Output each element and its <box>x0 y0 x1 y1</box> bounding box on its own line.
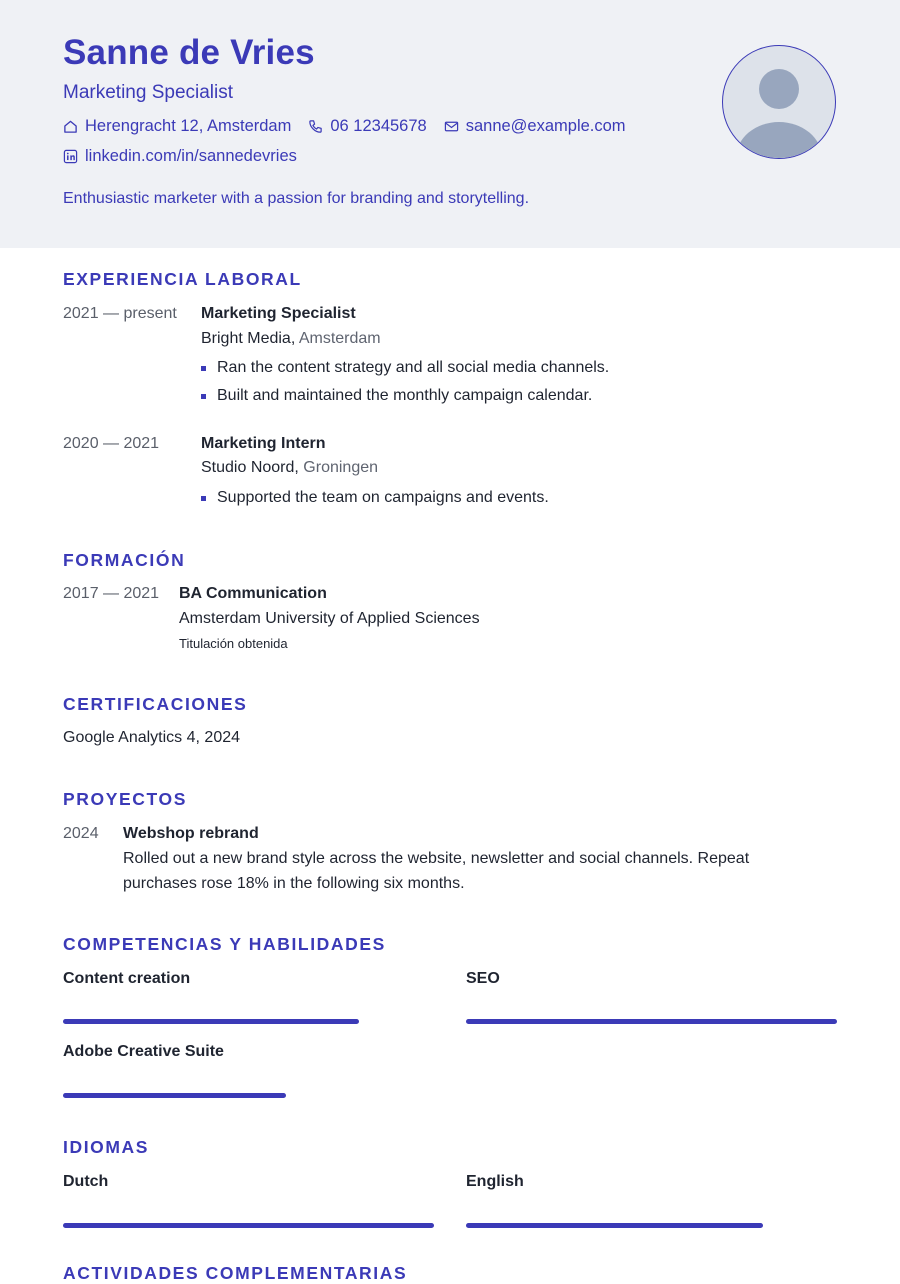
candidate-name: Sanne de Vries <box>63 33 315 72</box>
section-title-languages: IDIOMAS <box>63 1137 150 1157</box>
section-title-certifications: CERTIFICACIONES <box>63 694 248 714</box>
language-name: English <box>466 1173 524 1190</box>
linkedin-icon <box>63 149 78 164</box>
phone-text: 06 12345678 <box>330 117 427 135</box>
language-name: Dutch <box>63 1173 109 1190</box>
skill-name: SEO <box>466 970 500 987</box>
mail-icon <box>444 119 459 134</box>
project-name: Webshop rebrand <box>123 825 259 842</box>
experience-dates: 2021 — present <box>63 305 177 322</box>
address-text: Herengracht 12, Amsterdam <box>85 117 292 135</box>
experience-company: Bright Media, <box>201 330 296 347</box>
education-note: Titulación obtenida <box>179 636 288 651</box>
experience-bullet: Built and maintained the monthly campaign calendar. <box>201 387 592 405</box>
section-title-experience: EXPERIENCIA LABORAL <box>63 269 302 289</box>
phone-item[interactable] <box>308 117 426 136</box>
section-title-education: FORMACIÓN <box>63 550 186 570</box>
skill-level-bar <box>63 1093 434 1098</box>
education-dates: 2017 — 2021 <box>63 585 160 602</box>
section-title-activities: ACTIVIDADES COMPLEMENTARIAS <box>63 1263 408 1283</box>
experience-position: Marketing Specialist <box>201 305 356 322</box>
language-level-fill <box>63 1223 434 1228</box>
email-item[interactable] <box>444 117 626 136</box>
skill-name: Content creation <box>63 970 191 987</box>
education-school: Amsterdam University of Applied Sciences <box>179 610 480 627</box>
experience-company-line <box>201 459 378 477</box>
skill-level-fill <box>63 1093 286 1098</box>
experience-company: Studio Noord, <box>201 459 299 476</box>
experience-position: Marketing Intern <box>201 435 326 452</box>
section-title-skills: COMPETENCIAS Y HABILIDADES <box>63 934 386 954</box>
home-icon <box>63 119 78 134</box>
language-level-bar <box>466 1223 837 1228</box>
phone-icon <box>308 119 323 134</box>
resume-header <box>0 0 900 248</box>
experience-company-line <box>201 330 381 348</box>
contact-row <box>63 117 643 136</box>
language-level-bar <box>63 1223 434 1228</box>
skill-level-fill <box>466 1019 837 1024</box>
linkedin-item[interactable] <box>63 147 297 166</box>
skill-level-bar <box>466 1019 837 1024</box>
language-level-fill <box>466 1223 763 1228</box>
experience-bullet: Ran the content strategy and all social media channels. <box>201 359 609 377</box>
address-item <box>63 117 291 136</box>
experience-location: Amsterdam <box>298 330 381 347</box>
education-degree: BA Communication <box>179 585 327 602</box>
skill-level-fill <box>63 1019 359 1024</box>
experience-bullet: Supported the team on campaigns and events. <box>201 489 549 507</box>
experience-location: Groningen <box>303 459 379 476</box>
email-text: sanne@example.com <box>465 117 626 135</box>
linkedin-text: linkedin.com/in/sannedevries <box>85 147 297 165</box>
avatar <box>722 45 836 159</box>
project-year: 2024 <box>63 825 99 842</box>
profile-summary: Enthusiastic marketer with a passion for branding and storytelling. <box>63 190 530 207</box>
project-description: Rolled out a new brand style across the website, newsletter and social channels. Repeat purchases rose 18% in the following six months. <box>123 850 750 892</box>
skill-name: Adobe Creative Suite <box>63 1043 224 1060</box>
section-title-projects: PROYECTOS <box>63 789 187 809</box>
certification-item: Google Analytics 4, 2024 <box>63 729 241 746</box>
skill-level-bar <box>63 1019 433 1024</box>
candidate-title: Marketing Specialist <box>63 82 234 103</box>
experience-dates: 2020 — 2021 <box>63 435 160 452</box>
person-placeholder-icon <box>723 46 835 158</box>
contact-row-2 <box>63 147 314 166</box>
